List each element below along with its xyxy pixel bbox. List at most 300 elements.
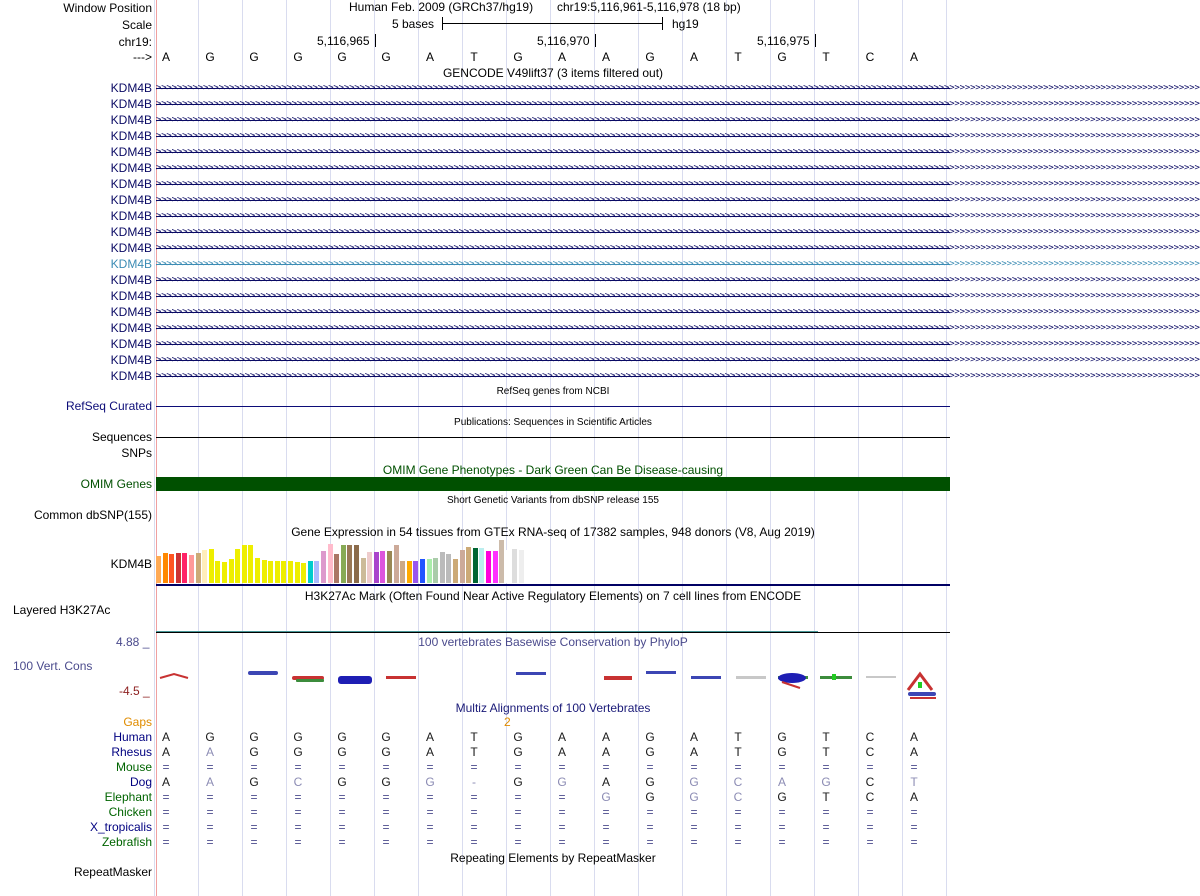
alignment-base: A	[557, 745, 566, 759]
species-label-elephant[interactable]: Elephant	[104, 790, 152, 804]
ruler-tick-label: 5,116,965	[317, 34, 370, 48]
gtex-tissue-bar[interactable]	[262, 560, 267, 583]
alignment-base: =	[866, 835, 874, 849]
reference-base: T	[470, 50, 478, 64]
db-text: hg19	[672, 17, 699, 31]
alignment-base: G	[425, 775, 435, 789]
alignment-base: G	[513, 730, 523, 744]
alignment-base: =	[602, 760, 610, 774]
alignment-base: =	[470, 760, 478, 774]
alignment-base: =	[822, 835, 830, 849]
dbsnp-track-title[interactable]: Short Genetic Variants from dbSNP release 155	[447, 495, 659, 506]
gencode-strand-arrows: >>>>>>>>>>>>>>>>>>>>>>>>>>>>>>>>>>>>>>>>>>>>>>>>>>>>>>>>>>>>>>>>>>>>>>>>>>>>>>>>>>>>>>>>>>>>>>>>>>>>>>>>>>>>>>>>>>>>>>>>>>>>>>>>>>>>>>>>>>>>>>>>>>>>>>>>>>>>>>>>>>>>>>>>>>>>>>>>>>>>>>>>>>>>>>>>>>>>>>>>	[156, 227, 1200, 237]
gencode-strand-arrows: >>>>>>>>>>>>>>>>>>>>>>>>>>>>>>>>>>>>>>>>>>>>>>>>>>>>>>>>>>>>>>>>>>>>>>>>>>>>>>>>>>>>>>>>>>>>>>>>>>>>>>>>>>>>>>>>>>>>>>>>>>>>>>>>>>>>>>>>>>>>>>>>>>>>>>>>>>>>>>>>>>>>>>>>>>>>>>>>>>>>>>>>>>>>>>>>>>>>>>>>	[156, 131, 1200, 141]
position-text: chr19:5,116,961-5,116,978 (18 bp)	[557, 0, 741, 14]
species-label-x_tropicalis[interactable]: X_tropicalis	[89, 820, 152, 834]
gencode-strand-arrows: >>>>>>>>>>>>>>>>>>>>>>>>>>>>>>>>>>>>>>>>>>>>>>>>>>>>>>>>>>>>>>>>>>>>>>>>>>>>>>>>>>>>>>>>>>>>>>>>>>>>>>>>>>>>>>>>>>>>>>>>>>>>>>>>>>>>>>>>>>>>>>>>>>>>>>>>>>>>>>>>>>>>>>>>>>>>>>>>>>>>>>>>>>>>>>>>>>>>>>>>	[156, 259, 1200, 269]
alignment-base: =	[162, 820, 170, 834]
gencode-strand-arrows: >>>>>>>>>>>>>>>>>>>>>>>>>>>>>>>>>>>>>>>>>>>>>>>>>>>>>>>>>>>>>>>>>>>>>>>>>>>>>>>>>>>>>>>>>>>>>>>>>>>>>>>>>>>>>>>>>>>>>>>>>>>>>>>>>>>>>>>>>>>>>>>>>>>>>>>>>>>>>>>>>>>>>>>>>>>>>>>>>>>>>>>>>>>>>>>>>>>>>>>>	[156, 355, 1200, 365]
alignment-base: C	[865, 745, 875, 759]
gencode-strand-arrows: >>>>>>>>>>>>>>>>>>>>>>>>>>>>>>>>>>>>>>>>>>>>>>>>>>>>>>>>>>>>>>>>>>>>>>>>>>>>>>>>>>>>>>>>>>>>>>>>>>>>>>>>>>>>>>>>>>>>>>>>>>>>>>>>>>>>>>>>>>>>>>>>>>>>>>>>>>>>>>>>>>>>>>>>>>>>>>>>>>>>>>>>>>>>>>>>>>>>>>>>	[156, 163, 1200, 173]
scale-bases-text: 5 bases	[392, 17, 435, 31]
alignment-base: =	[426, 760, 434, 774]
alignment-base: =	[250, 835, 258, 849]
alignment-base: G	[381, 775, 391, 789]
alignment-base: =	[734, 835, 742, 849]
gtex-tissue-bar[interactable]	[380, 551, 385, 583]
alignment-base: =	[514, 790, 522, 804]
phylop-track-title[interactable]: 100 vertebrates Basewise Conservation by PhyloP	[418, 635, 688, 649]
alignment-base: G	[381, 730, 391, 744]
alignment-base: =	[250, 790, 258, 804]
alignment-base: G	[777, 790, 787, 804]
alignment-base: =	[514, 835, 522, 849]
alignment-base: =	[690, 820, 698, 834]
gtex-tissue-bar[interactable]	[215, 561, 220, 583]
alignment-base: A	[161, 775, 170, 789]
alignment-base: A	[689, 730, 698, 744]
gtex-tissue-bar[interactable]	[460, 550, 465, 583]
reference-base: G	[293, 50, 303, 64]
alignment-base: =	[338, 805, 346, 819]
gtex-tissue-bar[interactable]	[235, 549, 240, 583]
alignment-base: T	[470, 745, 478, 759]
alignment-base: =	[162, 835, 170, 849]
alignment-base: =	[558, 760, 566, 774]
reference-base: G	[777, 50, 787, 64]
gtex-tissue-bar[interactable]	[512, 549, 517, 583]
alignment-base: A	[909, 745, 918, 759]
refseq-track-label[interactable]: RefSeq Curated	[65, 399, 152, 413]
alignment-base: =	[558, 820, 566, 834]
dbsnp-track-label[interactable]: Common dbSNP(155)	[33, 508, 152, 522]
alignment-base: =	[338, 790, 346, 804]
multiz-track-title[interactable]: Multiz Alignments of 100 Vertebrates	[455, 701, 651, 715]
h3k27ac-track-title[interactable]: H3K27Ac Mark (Often Found Near Active Regulatory Elements) on 7 cell lines from ENCODE	[304, 589, 802, 603]
scale-bar-right-tick	[662, 17, 663, 30]
gtex-tissue-bar[interactable]	[196, 553, 201, 583]
alignment-base: G	[249, 730, 259, 744]
species-label-dog[interactable]: Dog	[129, 775, 152, 789]
species-label-rhesus[interactable]: Rhesus	[111, 745, 152, 759]
alignment-base: G	[557, 775, 567, 789]
alignment-base: -	[472, 775, 476, 789]
gencode-transcript-label[interactable]: KDM4B	[110, 369, 152, 383]
gtex-tissue-bar[interactable]	[281, 561, 286, 583]
assembly-text: Human Feb. 2009 (GRCh37/hg19)	[349, 0, 534, 14]
reference-base: A	[161, 50, 170, 64]
alignment-base: T	[822, 790, 830, 804]
gencode-strand-arrows: >>>>>>>>>>>>>>>>>>>>>>>>>>>>>>>>>>>>>>>>>>>>>>>>>>>>>>>>>>>>>>>>>>>>>>>>>>>>>>>>>>>>>>>>>>>>>>>>>>>>>>>>>>>>>>>>>>>>>>>>>>>>>>>>>>>>>>>>>>>>>>>>>>>>>>>>>>>>>>>>>>>>>>>>>>>>>>>>>>>>>>>>>>>>>>>>>>>>>>>>	[156, 323, 1200, 333]
alignment-base: =	[690, 760, 698, 774]
alignment-base: C	[293, 775, 303, 789]
phylop-min-label: -4.5 _	[119, 684, 150, 698]
alignment-base: =	[734, 805, 742, 819]
alignment-base: A	[909, 730, 918, 744]
gtex-tissue-bar[interactable]	[182, 553, 187, 583]
alignment-base: C	[733, 775, 743, 789]
alignment-base: =	[206, 790, 214, 804]
gencode-strand-arrows: >>>>>>>>>>>>>>>>>>>>>>>>>>>>>>>>>>>>>>>>>>>>>>>>>>>>>>>>>>>>>>>>>>>>>>>>>>>>>>>>>>>>>>>>>>>>>>>>>>>>>>>>>>>>>>>>>>>>>>>>>>>>>>>>>>>>>>>>>>>>>>>>>>>>>>>>>>>>>>>>>>>>>>>>>>>>>>>>>>>>>>>>>>>>>>>>>>>>>>>>	[156, 371, 1200, 381]
gtex-tissue-bar[interactable]	[242, 545, 247, 583]
gencode-strand-arrows: >>>>>>>>>>>>>>>>>>>>>>>>>>>>>>>>>>>>>>>>>>>>>>>>>>>>>>>>>>>>>>>>>>>>>>>>>>>>>>>>>>>>>>>>>>>>>>>>>>>>>>>>>>>>>>>>>>>>>>>>>>>>>>>>>>>>>>>>>>>>>>>>>>>>>>>>>>>>>>>>>>>>>>>>>>>>>>>>>>>>>>>>>>>>>>>>>>>>>>>>	[156, 147, 1200, 157]
gencode-transcript-label[interactable]: KDM4B	[110, 257, 152, 271]
alignment-base: T	[734, 745, 742, 759]
gencode-transcript-label[interactable]: KDM4B	[110, 113, 152, 127]
h3k27ac-track-label[interactable]: Layered H3K27Ac	[13, 603, 111, 617]
alignment-base: =	[734, 760, 742, 774]
gtex-tissue-bar[interactable]	[341, 545, 346, 583]
gtex-tissue-bar[interactable]	[295, 562, 300, 583]
h3k27ac-baseline	[156, 632, 950, 633]
alignment-base: =	[338, 835, 346, 849]
gtex-tissue-bar[interactable]	[420, 559, 425, 583]
alignment-base: =	[778, 835, 786, 849]
alignment-base: G	[601, 790, 611, 804]
alignment-base: =	[382, 805, 390, 819]
gtex-tissue-bar[interactable]	[446, 554, 451, 583]
alignment-base: =	[690, 805, 698, 819]
alignment-base: =	[646, 760, 654, 774]
alignment-base: A	[425, 730, 434, 744]
phylop-max-label: 4.88 _	[116, 635, 150, 649]
reference-base: A	[909, 50, 918, 64]
alignment-base: A	[601, 730, 610, 744]
alignment-base: =	[822, 820, 830, 834]
alignment-base: A	[205, 745, 214, 759]
gtex-tissue-bar[interactable]	[308, 561, 313, 583]
gencode-transcript-label[interactable]: KDM4B	[110, 81, 152, 95]
alignment-base: =	[910, 820, 918, 834]
alignment-base: G	[249, 775, 259, 789]
alignment-base: A	[777, 775, 786, 789]
chrom-label: chr19:	[118, 35, 152, 49]
omim-gene-feature[interactable]	[156, 477, 950, 491]
gtex-tissue-bar[interactable]	[229, 559, 234, 583]
omim-track-label[interactable]: OMIM Genes	[80, 477, 152, 491]
alignment-base: =	[822, 805, 830, 819]
reference-base: A	[601, 50, 610, 64]
gtex-tissue-bar[interactable]	[374, 552, 379, 583]
alignment-base: G	[337, 730, 347, 744]
gtex-tissue-bar[interactable]	[361, 558, 366, 583]
species-label-chicken[interactable]: Chicken	[108, 805, 152, 819]
gencode-transcript-label[interactable]: KDM4B	[110, 273, 152, 287]
alignment-base: G	[249, 745, 259, 759]
gtex-tissue-bar[interactable]	[268, 561, 273, 583]
refseq-gene-feature[interactable]	[156, 406, 950, 407]
alignment-base: =	[602, 805, 610, 819]
window-position-label: Window Position	[63, 1, 152, 15]
alignment-base: =	[646, 820, 654, 834]
gtex-tissue-bar[interactable]	[222, 562, 227, 583]
alignment-base: =	[426, 790, 434, 804]
alignment-base: =	[426, 835, 434, 849]
alignment-base: G	[645, 730, 655, 744]
scale-label: Scale	[121, 18, 152, 32]
alignment-base: G	[293, 730, 303, 744]
alignment-base: =	[162, 760, 170, 774]
ruler-tick	[375, 34, 376, 47]
alignment-base: =	[162, 790, 170, 804]
alignment-base: A	[161, 730, 170, 744]
gencode-transcript-label[interactable]: KDM4B	[110, 193, 152, 207]
gtex-tissue-bar[interactable]	[314, 561, 319, 583]
reference-base: G	[249, 50, 259, 64]
gencode-strand-arrows: >>>>>>>>>>>>>>>>>>>>>>>>>>>>>>>>>>>>>>>>>>>>>>>>>>>>>>>>>>>>>>>>>>>>>>>>>>>>>>>>>>>>>>>>>>>>>>>>>>>>>>>>>>>>>>>>>>>>>>>>>>>>>>>>>>>>>>>>>>>>>>>>>>>>>>>>>>>>>>>>>>>>>>>>>>>>>>>>>>>>>>>>>>>>>>>>>>>>>>>>	[156, 291, 1200, 301]
gencode-strand-arrows: >>>>>>>>>>>>>>>>>>>>>>>>>>>>>>>>>>>>>>>>>>>>>>>>>>>>>>>>>>>>>>>>>>>>>>>>>>>>>>>>>>>>>>>>>>>>>>>>>>>>>>>>>>>>>>>>>>>>>>>>>>>>>>>>>>>>>>>>>>>>>>>>>>>>>>>>>>>>>>>>>>>>>>>>>>>>>>>>>>>>>>>>>>>>>>>>>>>>>>>>	[156, 243, 1200, 253]
phylop-track-label[interactable]: 100 Vert. Cons	[13, 659, 93, 673]
reference-base: G	[645, 50, 655, 64]
gtex-tissue-bar[interactable]	[519, 550, 524, 583]
publications-track-title[interactable]: Publications: Sequences in Scientific Articles	[454, 417, 652, 428]
alignment-base: =	[558, 835, 566, 849]
alignment-base: =	[866, 805, 874, 819]
gtex-tissue-bar[interactable]	[202, 550, 207, 583]
reference-base: G	[205, 50, 215, 64]
alignment-base: G	[689, 790, 699, 804]
alignment-base: G	[645, 790, 655, 804]
gtex-tissue-bar[interactable]	[354, 545, 359, 583]
alignment-base: =	[338, 820, 346, 834]
alignment-base: T	[470, 730, 478, 744]
alignment-base: =	[294, 835, 302, 849]
gencode-strand-arrows: >>>>>>>>>>>>>>>>>>>>>>>>>>>>>>>>>>>>>>>>>>>>>>>>>>>>>>>>>>>>>>>>>>>>>>>>>>>>>>>>>>>>>>>>>>>>>>>>>>>>>>>>>>>>>>>>>>>>>>>>>>>>>>>>>>>>>>>>>>>>>>>>>>>>>>>>>>>>>>>>>>>>>>>>>>>>>>>>>>>>>>>>>>>>>>>>>>>>>>>>	[156, 115, 1200, 125]
alignment-base: =	[294, 820, 302, 834]
gtex-tissue-bar[interactable]	[479, 548, 484, 583]
alignment-base: =	[382, 820, 390, 834]
gtex-tissue-bar[interactable]	[466, 547, 471, 583]
alignment-base: =	[250, 820, 258, 834]
gencode-transcript-label[interactable]: KDM4B	[110, 129, 152, 143]
gtex-tissue-bar[interactable]	[209, 549, 214, 583]
gencode-strand-arrows: >>>>>>>>>>>>>>>>>>>>>>>>>>>>>>>>>>>>>>>>>>>>>>>>>>>>>>>>>>>>>>>>>>>>>>>>>>>>>>>>>>>>>>>>>>>>>>>>>>>>>>>>>>>>>>>>>>>>>>>>>>>>>>>>>>>>>>>>>>>>>>>>>>>>>>>>>>>>>>>>>>>>>>>>>>>>>>>>>>>>>>>>>>>>>>>>>>>>>>>>	[156, 339, 1200, 349]
alignment-base: =	[822, 760, 830, 774]
alignment-base: =	[470, 790, 478, 804]
alignment-base: =	[778, 760, 786, 774]
multiz-gaps-label: Gaps	[123, 715, 152, 729]
alignment-base: =	[910, 835, 918, 849]
gtex-tissue-bar[interactable]	[473, 548, 478, 583]
gtex-tissue-bar[interactable]	[328, 544, 333, 583]
alignment-base: =	[250, 805, 258, 819]
gencode-transcript-label[interactable]: KDM4B	[110, 353, 152, 367]
gtex-tissue-bar[interactable]	[176, 553, 181, 583]
alignment-base: =	[294, 760, 302, 774]
alignment-base: =	[646, 805, 654, 819]
alignment-base: G	[381, 745, 391, 759]
snps-track-label[interactable]: SNPs	[121, 446, 152, 460]
alignment-base: =	[646, 835, 654, 849]
alignment-base: A	[425, 745, 434, 759]
scale-bar	[442, 23, 662, 24]
alignment-base: A	[909, 790, 918, 804]
gencode-transcript-label[interactable]: KDM4B	[110, 161, 152, 175]
ruler-tick-label: 5,116,975	[757, 34, 810, 48]
alignment-base: =	[470, 820, 478, 834]
gencode-transcript-label[interactable]: KDM4B	[110, 177, 152, 191]
gtex-tissue-bar[interactable]	[506, 550, 511, 583]
gencode-transcript-label[interactable]: KDM4B	[110, 337, 152, 351]
gencode-transcript-label[interactable]: KDM4B	[110, 289, 152, 303]
alignment-base: G	[645, 775, 655, 789]
alignment-base: G	[645, 745, 655, 759]
gencode-track-title[interactable]: GENCODE V49lift37 (3 items filtered out)	[442, 66, 664, 80]
gencode-strand-arrows: >>>>>>>>>>>>>>>>>>>>>>>>>>>>>>>>>>>>>>>>>>>>>>>>>>>>>>>>>>>>>>>>>>>>>>>>>>>>>>>>>>>>>>>>>>>>>>>>>>>>>>>>>>>>>>>>>>>>>>>>>>>>>>>>>>>>>>>>>>>>>>>>>>>>>>>>>>>>>>>>>>>>>>>>>>>>>>>>>>>>>>>>>>>>>>>>>>>>>>>>	[156, 83, 1200, 93]
phylop-logo	[156, 660, 950, 700]
alignment-base: C	[865, 790, 875, 804]
species-label-mouse[interactable]: Mouse	[115, 760, 152, 774]
alignment-base: =	[250, 760, 258, 774]
gencode-transcript-label[interactable]: KDM4B	[110, 321, 152, 335]
gtex-tissue-bar[interactable]	[453, 559, 458, 583]
alignment-base: C	[865, 775, 875, 789]
gtex-tissue-bar[interactable]	[288, 561, 293, 583]
alignment-base: A	[161, 745, 170, 759]
gtex-tissue-bar[interactable]	[407, 561, 412, 583]
gtex-tissue-bar[interactable]	[400, 561, 405, 583]
alignment-base: =	[206, 820, 214, 834]
gencode-transcript-label[interactable]: KDM4B	[110, 97, 152, 111]
reference-base: A	[557, 50, 566, 64]
reference-base: G	[513, 50, 523, 64]
gencode-strand-arrows: >>>>>>>>>>>>>>>>>>>>>>>>>>>>>>>>>>>>>>>>>>>>>>>>>>>>>>>>>>>>>>>>>>>>>>>>>>>>>>>>>>>>>>>>>>>>>>>>>>>>>>>>>>>>>>>>>>>>>>>>>>>>>>>>>>>>>>>>>>>>>>>>>>>>>>>>>>>>>>>>>>>>>>>>>>>>>>>>>>>>>>>>>>>>>>>>>>>>>>>>	[156, 275, 1200, 285]
gencode-strand-arrows: >>>>>>>>>>>>>>>>>>>>>>>>>>>>>>>>>>>>>>>>>>>>>>>>>>>>>>>>>>>>>>>>>>>>>>>>>>>>>>>>>>>>>>>>>>>>>>>>>>>>>>>>>>>>>>>>>>>>>>>>>>>>>>>>>>>>>>>>>>>>>>>>>>>>>>>>>>>>>>>>>>>>>>>>>>>>>>>>>>>>>>>>>>>>>>>>>>>>>>>>	[156, 195, 1200, 205]
gtex-tissue-bar[interactable]	[255, 558, 260, 583]
reference-base: A	[689, 50, 698, 64]
alignment-base: =	[426, 805, 434, 819]
gtex-tissue-bar[interactable]	[486, 551, 491, 583]
gtex-tissue-bar[interactable]	[248, 545, 253, 583]
alignment-base: A	[601, 775, 610, 789]
alignment-base: =	[734, 820, 742, 834]
gtex-tissue-bar[interactable]	[440, 552, 445, 583]
gencode-transcript-label[interactable]: KDM4B	[110, 145, 152, 159]
alignment-base: =	[778, 805, 786, 819]
gencode-transcript-label[interactable]: KDM4B	[110, 209, 152, 223]
alignment-base: =	[514, 820, 522, 834]
grid-line	[154, 0, 155, 896]
publications-feature[interactable]	[156, 437, 950, 438]
ruler-tick-label: 5,116,970	[537, 34, 590, 48]
alignment-base: T	[822, 730, 830, 744]
gencode-transcript-label[interactable]: KDM4B	[110, 305, 152, 319]
gencode-strand-arrows: >>>>>>>>>>>>>>>>>>>>>>>>>>>>>>>>>>>>>>>>>>>>>>>>>>>>>>>>>>>>>>>>>>>>>>>>>>>>>>>>>>>>>>>>>>>>>>>>>>>>>>>>>>>>>>>>>>>>>>>>>>>>>>>>>>>>>>>>>>>>>>>>>>>>>>>>>>>>>>>>>>>>>>>>>>>>>>>>>>>>>>>>>>>>>>>>>>>>>>>>	[156, 99, 1200, 109]
alignment-base: G	[777, 745, 787, 759]
alignment-base: G	[337, 775, 347, 789]
alignment-base: A	[689, 745, 698, 759]
reference-base: A	[425, 50, 434, 64]
scale-bar-left-tick	[442, 17, 443, 30]
alignment-base: =	[294, 805, 302, 819]
gtex-tissue-bar[interactable]	[387, 551, 392, 583]
gtex-tissue-bar[interactable]	[163, 553, 168, 583]
alignment-base: =	[206, 835, 214, 849]
alignment-base: =	[602, 820, 610, 834]
alignment-base: G	[689, 775, 699, 789]
alignment-base: =	[294, 790, 302, 804]
alignment-base: =	[382, 790, 390, 804]
alignment-base: C	[865, 730, 875, 744]
alignment-base: T	[734, 730, 742, 744]
gtex-tissue-bar[interactable]	[367, 552, 372, 583]
gtex-track-label[interactable]: KDM4B	[110, 557, 152, 571]
gencode-transcript-label[interactable]: KDM4B	[110, 225, 152, 239]
gencode-strand-arrows: >>>>>>>>>>>>>>>>>>>>>>>>>>>>>>>>>>>>>>>>>>>>>>>>>>>>>>>>>>>>>>>>>>>>>>>>>>>>>>>>>>>>>>>>>>>>>>>>>>>>>>>>>>>>>>>>>>>>>>>>>>>>>>>>>>>>>>>>>>>>>>>>>>>>>>>>>>>>>>>>>>>>>>>>>>>>>>>>>>>>>>>>>>>>>>>>>>>>>>>>	[156, 211, 1200, 221]
gtex-tissue-bar[interactable]	[493, 551, 498, 583]
reference-base: T	[822, 50, 830, 64]
alignment-base: A	[601, 745, 610, 759]
alignment-base: A	[205, 775, 214, 789]
refseq-track-title[interactable]: RefSeq genes from NCBI	[496, 386, 610, 397]
alignment-base: =	[778, 820, 786, 834]
alignment-base: =	[382, 835, 390, 849]
gtex-tissue-bar[interactable]	[275, 561, 280, 583]
gtex-tissue-bar[interactable]	[499, 540, 504, 583]
repeatmasker-track-title[interactable]: Repeating Elements by RepeatMasker	[450, 851, 656, 865]
gtex-tissue-bar[interactable]	[189, 555, 194, 583]
alignment-base: C	[733, 790, 743, 804]
alignment-base: =	[382, 760, 390, 774]
gtex-tissue-bar[interactable]	[169, 554, 174, 583]
gtex-baseline	[156, 584, 950, 586]
alignment-base: G	[777, 730, 787, 744]
gtex-tissue-bar[interactable]	[413, 561, 418, 583]
gtex-tissue-bar[interactable]	[394, 545, 399, 583]
ruler-tick	[815, 34, 816, 47]
alignment-base: T	[910, 775, 918, 789]
alignment-base: G	[293, 745, 303, 759]
omim-track-title[interactable]: OMIM Gene Phenotypes - Dark Green Can Be Disease-causing	[382, 463, 724, 477]
strand-label: --->	[133, 50, 152, 64]
alignment-base: A	[557, 730, 566, 744]
gtex-tissue-bar[interactable]	[334, 554, 339, 583]
gtex-tissue-bar[interactable]	[156, 556, 161, 583]
alignment-base: =	[558, 805, 566, 819]
alignment-base: =	[206, 760, 214, 774]
alignment-base: =	[690, 835, 698, 849]
alignment-base: G	[821, 775, 831, 789]
species-label-human[interactable]: Human	[113, 730, 152, 744]
gencode-transcript-label[interactable]: KDM4B	[110, 241, 152, 255]
alignment-base: =	[558, 790, 566, 804]
gtex-tissue-bar[interactable]	[347, 545, 352, 583]
multiz-gap-count: 2	[504, 715, 511, 729]
alignment-base: =	[206, 805, 214, 819]
species-label-zebrafish[interactable]: Zebrafish	[101, 835, 152, 849]
publications-track-label[interactable]: Sequences	[91, 430, 152, 444]
alignment-base: G	[513, 775, 523, 789]
repeatmasker-track-label[interactable]: RepeatMasker	[73, 865, 152, 879]
reference-base: G	[337, 50, 347, 64]
alignment-base: =	[602, 835, 610, 849]
ruler-tick	[595, 34, 596, 47]
alignment-base: =	[910, 805, 918, 819]
gencode-strand-arrows: >>>>>>>>>>>>>>>>>>>>>>>>>>>>>>>>>>>>>>>>>>>>>>>>>>>>>>>>>>>>>>>>>>>>>>>>>>>>>>>>>>>>>>>>>>>>>>>>>>>>>>>>>>>>>>>>>>>>>>>>>>>>>>>>>>>>>>>>>>>>>>>>>>>>>>>>>>>>>>>>>>>>>>>>>>>>>>>>>>>>>>>>>>>>>>>>>>>>>>>>	[156, 179, 1200, 189]
gencode-strand-arrows: >>>>>>>>>>>>>>>>>>>>>>>>>>>>>>>>>>>>>>>>>>>>>>>>>>>>>>>>>>>>>>>>>>>>>>>>>>>>>>>>>>>>>>>>>>>>>>>>>>>>>>>>>>>>>>>>>>>>>>>>>>>>>>>>>>>>>>>>>>>>>>>>>>>>>>>>>>>>>>>>>>>>>>>>>>>>>>>>>>>>>>>>>>>>>>>>>>>>>>>>	[156, 307, 1200, 317]
gtex-tissue-bar[interactable]	[321, 551, 326, 583]
alignment-base: G	[205, 730, 215, 744]
gtex-track-title[interactable]: Gene Expression in 54 tissues from GTEx RNA-seq of 17382 samples, 948 donors (V8, Aug 2019)	[291, 525, 815, 539]
alignment-base: =	[470, 835, 478, 849]
reference-base: G	[381, 50, 391, 64]
alignment-base: T	[822, 745, 830, 759]
gtex-tissue-bar[interactable]	[427, 559, 432, 583]
gtex-tissue-bar[interactable]	[433, 558, 438, 583]
gtex-tissue-bar[interactable]	[301, 563, 306, 583]
alignment-base: =	[514, 805, 522, 819]
alignment-base: =	[338, 760, 346, 774]
